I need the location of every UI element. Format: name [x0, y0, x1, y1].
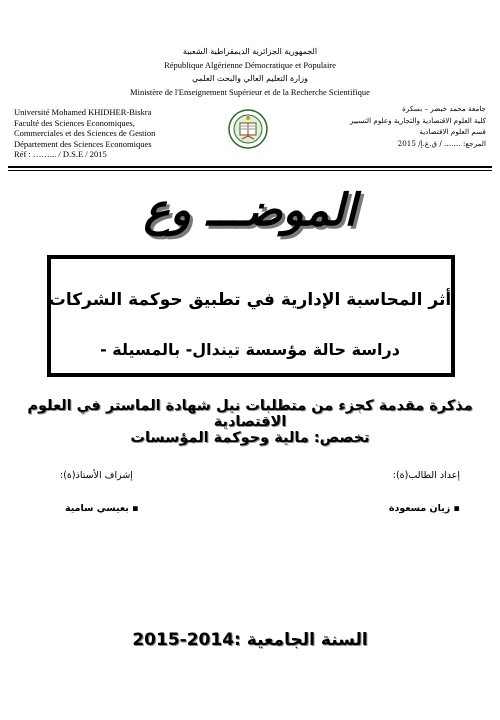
student-name: زيان مسعودة [388, 503, 451, 514]
memo-statement: مذكرة مقدمة كجزء من متطلبات نيل شهادة الماستر في العلوم الاقتصادية [27, 398, 473, 430]
bullet-icon: ▪ [128, 503, 139, 514]
header-ministry-ar: وزارة التعليم العالي والبحث العلمي [192, 74, 308, 83]
faculty-name-fr-2: Commerciales et des Sciences de Gestion [14, 128, 156, 138]
supervisor-label: إشراف الأستاذ(ة): [60, 470, 133, 481]
supervisor-name: بعيسي سامية [65, 503, 129, 514]
header-republic-fr: République Algérienne Démocratique et Populaire [164, 60, 336, 70]
header-ministry-fr: Ministère de l'Enseignement Supérieur et de la Recherche Scientifique [130, 87, 370, 97]
reference-ar: المرجع: ……. / ق.ع.إ/ 2015 [397, 138, 486, 148]
header-republic-ar: الجمهورية الجزائرية الديمقراطية الشعبية [182, 47, 318, 56]
department-name-fr: Département des Sciences Economiques [14, 138, 152, 149]
academic-year: السنة الجامعية :2014-2015 [132, 630, 368, 650]
department-name-ar: قسم العلوم الاقتصادية [419, 127, 486, 136]
subject-heading: الموضـــ وع [143, 185, 357, 236]
divider-top [8, 166, 492, 168]
faculty-name-fr-1: Faculté des Sciences Economiques, [14, 117, 135, 128]
reference-fr: Réf : ……... / D.S.E / 2015 [14, 149, 107, 159]
supervisor-name-item [65, 503, 139, 514]
faculty-name-ar: كلية العلوم الاقتصادية والتجارية وعلوم التسيير [350, 115, 486, 125]
institution-block-ar [296, 103, 486, 149]
divider-top-thin [8, 170, 492, 171]
institution-block-fr [14, 107, 214, 160]
student-name-item [389, 503, 460, 514]
university-name-fr: Université Mohamed KHIDHER-Biskra [14, 107, 152, 117]
case-study-title: دراسة حالة مؤسسة تيندال- بالمسيلة - [100, 340, 400, 359]
university-name-ar: جامعة محمد خيضر – بسكرة [402, 104, 486, 113]
student-label: إعداد الطالب(ة): [392, 470, 460, 481]
university-logo [228, 109, 268, 149]
bullet-icon: ▪ [450, 503, 460, 514]
thesis-title: أثر المحاسبة الإدارية في تطبيق حوكمة الشركات [48, 290, 452, 310]
specialization: تخصص: مالية وحوكمة المؤسسات [130, 430, 370, 446]
